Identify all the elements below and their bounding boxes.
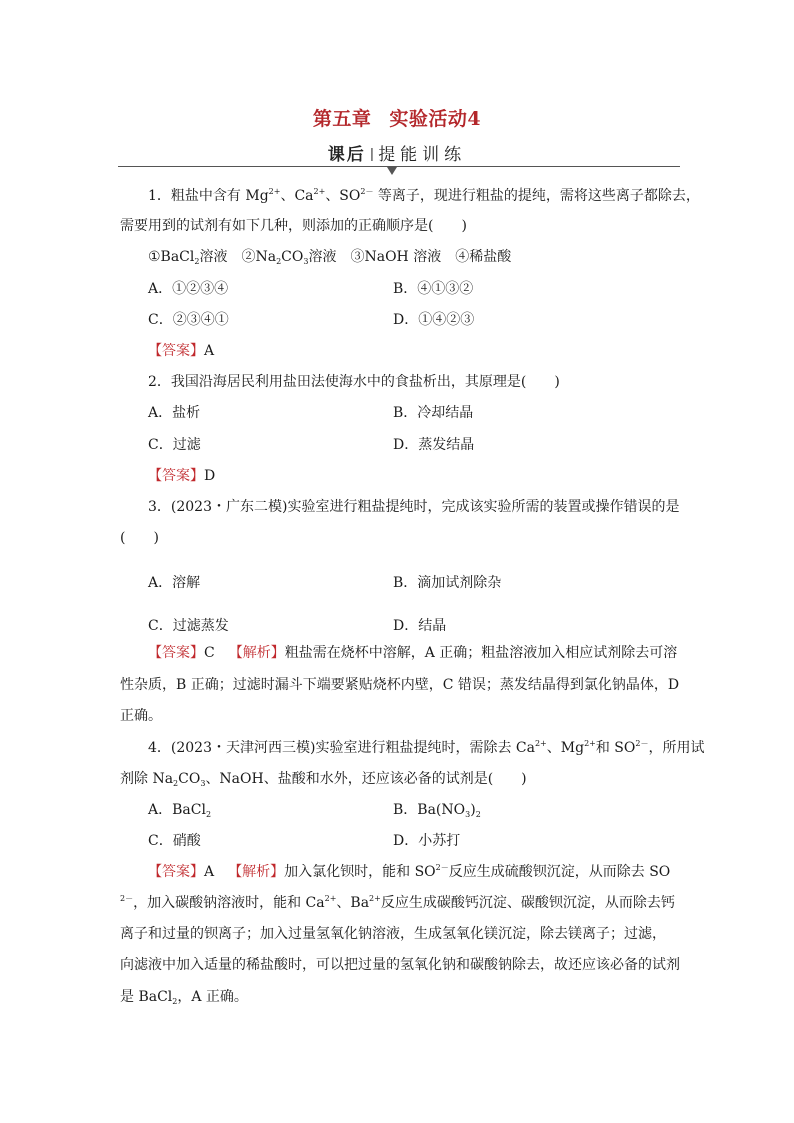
q3-analysis-line2: 性杂质，B 正确；过滤时漏斗下端要紧贴烧杯内壁，C 错误；蒸发结晶得到氯化钠晶体，D xyxy=(120,677,680,693)
q3-stem-line1: 3．(2023・广东二模)实验室进行粗盐提纯时，完成该实验所需的装置或操作错误的是 xyxy=(148,499,680,515)
q2-option-b: B．冷却结晶 xyxy=(393,405,474,421)
q4-analysis-line5: 是 BaCl$_2$，A 正确。 xyxy=(120,989,248,1006)
q3-option-b: B．滴加试剂除杂 xyxy=(393,575,502,591)
header-divider xyxy=(118,166,680,167)
q2-option-c: C．过滤 xyxy=(148,437,201,453)
q4-option-c: C．硝酸 xyxy=(148,833,201,849)
q3-analysis-line3: 正确。 xyxy=(120,708,162,724)
q4-option-a: A．BaCl$_2$ xyxy=(148,802,212,819)
divider-pointer-icon xyxy=(387,167,397,175)
section-heading xyxy=(0,140,794,165)
q1-option-b: B．④①③② xyxy=(393,281,474,297)
section-separator: | xyxy=(369,147,375,162)
q2-option-a: A．盐析 xyxy=(148,405,201,421)
q3-option-d: D．结晶 xyxy=(393,618,447,634)
q3-stem-line2: ( ) xyxy=(120,530,159,546)
q1-stem-line1: 1．粗盐中含有 $Mg^{2+}$、$Ca^{2+}$、$SO^{2-}$ 等离子，现进行粗盐的提纯，需将这些离子都除去， xyxy=(148,187,700,204)
q4-answer-line1: 【答案】A 【解析】加入氯化钡时，能和 $SO^{2-}$反应生成硫酸钡沉淀，从而除去 SO xyxy=(148,863,671,880)
q4-analysis-line3: 离子和过量的钡离子；加入过量氢氧化钠溶液，生成氢氧化镁沉淀，除去镁离子；过滤， xyxy=(120,926,666,942)
q4-analysis-line2: $^{2-}$，加入碳酸钠溶液时，能和 $Ca^{2+}$、$Ba^{2+}$反应生成碳酸钙沉淀、碳酸钡沉淀，从而除去钙 xyxy=(120,894,675,911)
section-label-a: 课后 xyxy=(327,145,366,165)
q1-option-c: C．②③④① xyxy=(148,312,229,328)
section-label-b: 提能训练 xyxy=(378,145,467,165)
activity-label: 实验活动4 xyxy=(389,108,482,130)
q4-stem-line1: 4．(2023・天津河西三模)实验室进行粗盐提纯时，需除去 $Ca^{2+}$、$Mg^{2+}$和 $SO^{2-}$，所用试 xyxy=(148,739,705,756)
q1-option-a: A．①②③④ xyxy=(148,281,229,297)
q1-stem-line2: 需要用到的试剂有如下几种，则添加的正确顺序是( ) xyxy=(120,218,467,234)
q4-option-d: D．小苏打 xyxy=(393,833,461,849)
q1-reagents: ①BaCl$_2$溶液 $②Na_2CO_3$溶液 ③NaOH 溶液 ④稀盐酸 xyxy=(148,249,512,266)
q3-answer-line1: 【答案】C 【解析】粗盐需在烧杯中溶解，A 正确；粗盐溶液加入相应试剂除去可溶 xyxy=(148,645,678,661)
q3-option-c: C．过滤蒸发 xyxy=(148,618,229,634)
q4-stem-line2: 剂除 $Na_2CO_3$、NaOH、盐酸和水外，还应该必备的试剂是( ) xyxy=(120,771,527,788)
chapter-label: 第五章 xyxy=(312,108,372,130)
q2-stem: 2．我国沿海居民利用盐田法使海水中的食盐析出，其原理是( ) xyxy=(148,374,560,390)
q2-option-d: D．蒸发结晶 xyxy=(393,437,475,453)
page-title xyxy=(0,104,794,131)
q1-option-d: D．①④②③ xyxy=(393,312,475,328)
q3-option-a: A．溶解 xyxy=(148,575,201,591)
q2-answer: 【答案】D xyxy=(148,468,216,484)
q4-option-b: B．$Ba(NO_3)_2$ xyxy=(393,802,481,819)
q4-analysis-line4: 向滤液中加入适量的稀盐酸时，可以把过量的氢氧化钠和碳酸钠除去，故还应该必备的试剂 xyxy=(120,957,680,973)
q1-answer: 【答案】A xyxy=(148,343,215,359)
